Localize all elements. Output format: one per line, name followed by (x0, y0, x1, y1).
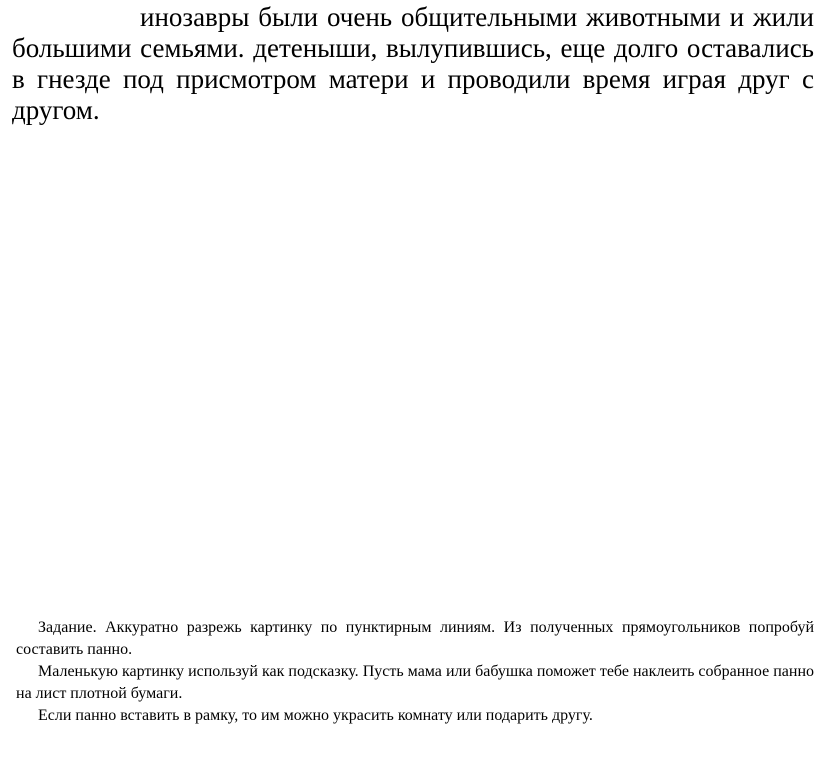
task-paragraph-1: Задание. Аккуратно разрежь картинку по пунктирным линиям. Из полученных прямоугольников попробуй составить панно. (16, 619, 814, 658)
intro-paragraph: инозавры были очень общительными животными и жили большими семьями. детеныши, вылупившись, еще долго оставались в гнезде под присмотром матери и проводили время играя друг с другом. (12, 2, 814, 125)
task-instructions (16, 617, 814, 727)
task-paragraph-3: Если панно вставить в рамку, то им можно украсить комнату или подарить другу. (38, 707, 593, 724)
task-paragraph-2: Маленькую картинку используй как подсказку. Пусть мама или бабушка поможет тебе наклеить собранное панно на лист плотной бумаги. (16, 663, 814, 702)
